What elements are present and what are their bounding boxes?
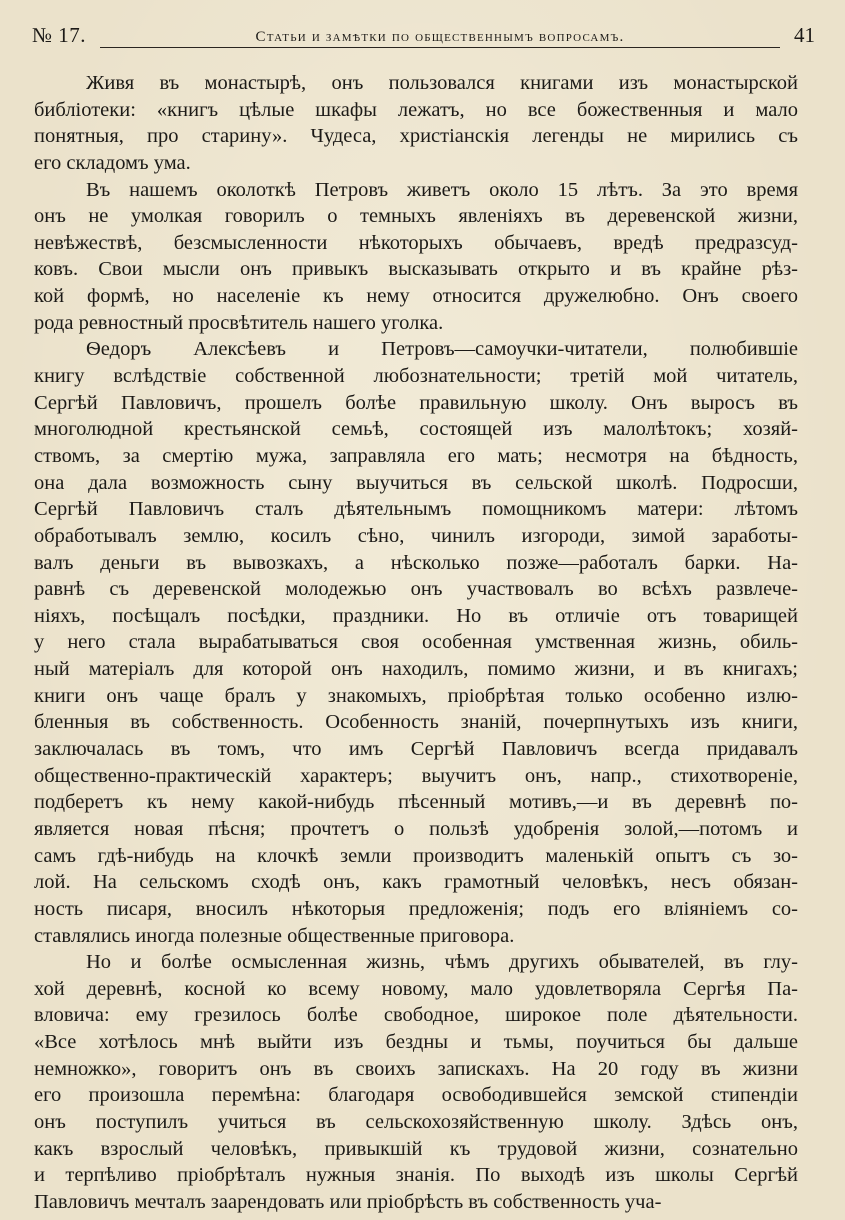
text-line: ность писаря, вносилъ нѣкоторыя предложенія; подъ его вліяніемъ со- <box>34 897 798 920</box>
text-line: общественно-практическій характеръ; выучитъ онъ, напр., стихотвореніе, <box>34 764 798 787</box>
text-line: Сергѣй Павловичъ, прошелъ болѣе правильную школу. Онъ выросъ въ <box>34 391 798 414</box>
text-line: Павловичъ мечталъ заарендовать или пріобрѣсть въ собственность уча- <box>34 1190 662 1213</box>
paragraph <box>34 70 798 177</box>
text-line: ніяхъ, посѣщалъ посѣдки, праздники. Но въ отличіе отъ товарищей <box>34 604 798 627</box>
section-title: Статьи и замѣтки по общественнымъ вопросамъ. <box>100 29 780 48</box>
article-body <box>34 70 798 1216</box>
text-line: ковъ. Свои мысли онъ привыкъ высказывать открыто и въ крайне рѣз- <box>34 258 798 281</box>
text-line: она дала возможность сыну выучиться въ сельской школѣ. Подросши, <box>34 471 798 494</box>
text-line: кой формѣ, но населеніе къ нему относится дружелюбно. Онъ своего <box>34 285 798 308</box>
text-line: «Все хотѣлось мнѣ выйти изъ бездны и тьмы, поучиться бы дальше <box>34 1031 798 1054</box>
paragraph <box>34 336 798 949</box>
text-line: и терпѣливо пріобрѣталъ нужныя знанія. По выходѣ изъ школы Сергѣй <box>34 1164 798 1187</box>
text-line: Живя въ монастырѣ, онъ пользовался книгами изъ монастырской <box>86 72 798 94</box>
text-line: бленныя въ собственность. Особенность знаній, почерпнутыхъ изъ книги, <box>34 711 798 734</box>
text-line: обработывалъ землю, косилъ сѣно, чинилъ изгороди, зимой заработы- <box>34 524 798 547</box>
text-line: заключалась въ томъ, что имъ Сергѣй Павловичъ всегда придавалъ <box>34 738 798 761</box>
text-line: немножко», говоритъ онъ въ своихъ запискахъ. На 20 году въ жизни <box>34 1057 798 1080</box>
text-line: является новая пѣсня; прочтетъ о пользѣ удобренія золой,—потомъ и <box>34 817 798 840</box>
text-line: Но и болѣе осмысленная жизнь, чѣмъ другихъ обывателей, въ глу- <box>86 951 798 974</box>
text-line: невѣжествѣ, безсмысленности нѣкоторыхъ обычаевъ, вредѣ предразсуд- <box>34 231 798 254</box>
text-line: Сергѣй Павловичъ сталъ дѣятельнымъ помощникомъ матери: лѣтомъ <box>34 498 798 521</box>
text-line: ствомъ, за смертію мужа, заправляла его мать; несмотря на бѣдность, <box>34 444 798 467</box>
text-line: понятныя, про старину». Чудеса, христіанскія легенды не мирились съ <box>34 125 798 148</box>
text-line: онъ поступилъ учиться въ сельскохозяйственную школу. Здѣсь онъ, <box>34 1110 798 1133</box>
issue-number: № 17. <box>32 23 87 47</box>
text-line: его складомъ ума. <box>34 151 191 174</box>
text-line: подберетъ къ нему какой-нибудь пѣсенный мотивъ,—и въ деревнѣ по- <box>34 791 798 814</box>
running-header <box>32 18 815 48</box>
paragraph <box>34 949 798 1215</box>
text-line: Ѳедоръ Алексѣевъ и Петровъ—самоучки-читатели, полюбившіе <box>86 338 798 361</box>
text-line: самъ гдѣ-нибудь на клочкѣ земли производитъ маленькій опытъ съ зо- <box>34 844 798 867</box>
text-line: валъ деньги въ вывозкахъ, а нѣсколько позже—работалъ барки. На- <box>34 551 798 574</box>
text-line: книги онъ чаще бралъ у знакомыхъ, пріобрѣтая только особенно излю- <box>34 684 798 707</box>
text-line: хой деревнѣ, косной ко всему новому, мало удовлетворяла Сергѣя Па- <box>34 977 798 1000</box>
text-line: какъ взрослый человѣкъ, привыкшій къ трудовой жизни, сознательно <box>34 1137 798 1160</box>
text-line: у него стала вырабатываться своя особенная умственная жизнь, обиль- <box>34 631 798 654</box>
text-line: его произошла перемѣна: благодаря освободившейся земской стипендіи <box>34 1084 798 1107</box>
text-line: Въ нашемъ околоткѣ Петровъ живетъ около 15 лѣтъ. За это время <box>86 178 798 201</box>
text-line: многолюдной крестьянской семьѣ, состоящей изъ малолѣтокъ; хозяй- <box>34 418 798 441</box>
text-line: лой. На сельскомъ сходѣ онъ, какъ грамотный человѣкъ, несъ обязан- <box>34 871 798 894</box>
text-line: вловича: ему грезилось болѣе свободное, широкое поле дѣятельности. <box>34 1004 798 1027</box>
text-line: ставлялись иногда полезные общественные приговора. <box>34 924 515 947</box>
text-line: ный матеріалъ для которой онъ находилъ, помимо жизни, и въ книгахъ; <box>34 658 798 681</box>
text-line: книгу вслѣдствіе собственной любознательности; третій мой читатель, <box>34 365 798 388</box>
paragraph <box>34 177 798 337</box>
text-line: библіотеки: «книгъ цѣлые шкафы лежатъ, но все божественныя и мало <box>34 98 798 121</box>
page-number: 41 <box>794 23 815 47</box>
text-line: равнѣ съ деревенской молодежью онъ участвовалъ во всѣхъ развлече- <box>34 578 798 601</box>
text-line: онъ не умолкая говорилъ о темныхъ явленіяхъ въ деревенской жизни, <box>34 205 798 228</box>
text-line: рода ревностный просвѣтитель нашего уголка. <box>34 311 444 334</box>
